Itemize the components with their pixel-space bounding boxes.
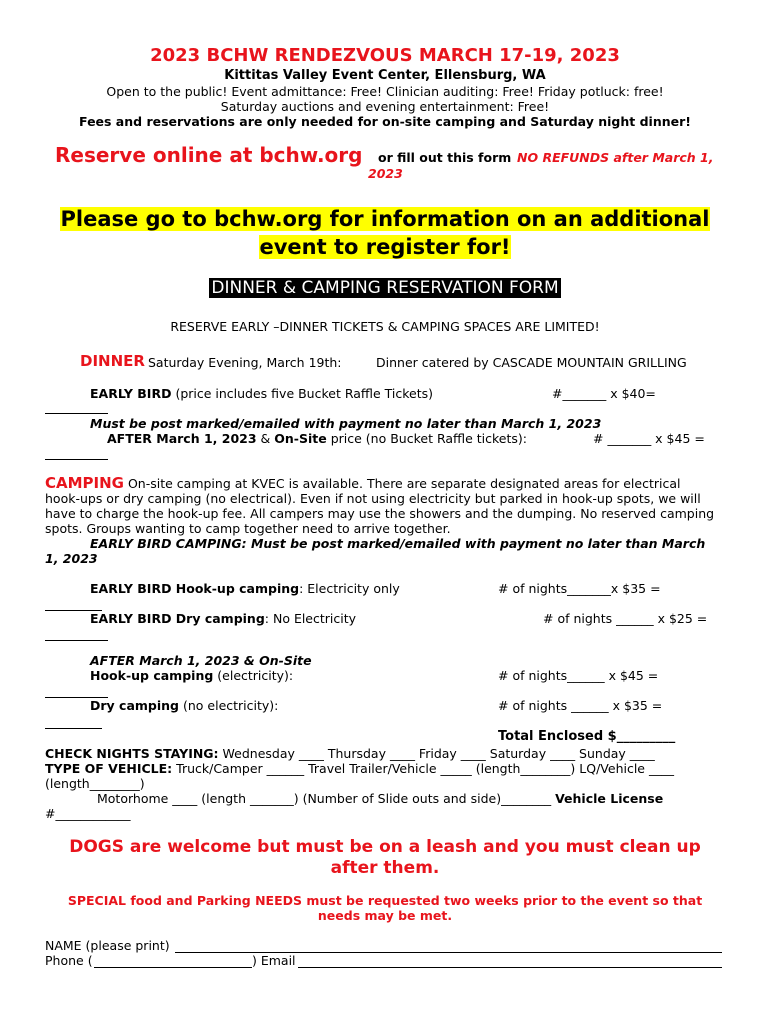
camping-after-hookup-desc: (electricity):	[217, 668, 294, 683]
camping-desc-3: have to charge the hook-up fee. All campers may use the showers and the dumping. No reserved camping	[45, 506, 715, 521]
camping-dry-row	[90, 611, 356, 626]
camping-hookup-label: EARLY BIRD Hook-up camping	[90, 581, 300, 596]
total-enclosed[interactable]: Total Enclosed $_________	[498, 729, 676, 744]
camping-label: CAMPING	[45, 474, 124, 492]
dinner-after-calc[interactable]: # _______ x $45 =	[593, 431, 705, 446]
dinner-after-desc: price (no Bucket Raffle tickets):	[330, 431, 528, 446]
email-label: ) Email	[252, 953, 296, 968]
reserve-online-link[interactable]: Reserve online at bchw.org	[55, 143, 363, 167]
no-refunds-year: 2023	[368, 166, 403, 181]
dinner-early-desc: (price includes five Bucket Raffle Tickets)	[175, 386, 434, 401]
vehicle-license-num[interactable]: #____________	[45, 806, 131, 821]
camping-hookup-desc: : Electricity only	[299, 581, 400, 596]
camping-after-hookup-label: Hook-up camping	[90, 668, 214, 683]
dinner-deadline: Must be post marked/emailed with payment no later than March 1, 2023	[90, 416, 602, 431]
camping-desc-1: On-site camping at KVEC is available. There are separate designated areas for electrical	[127, 476, 681, 491]
dinner-after-row	[107, 431, 527, 446]
camping-hookup-calc[interactable]: # of nights_______x $35 =	[498, 581, 661, 596]
banner-text-1: Please go to bchw.org for information on an additional	[60, 207, 710, 231]
reserve-early: RESERVE EARLY –DINNER TICKETS & CAMPING SPACES ARE LIMITED!	[170, 319, 600, 334]
camping-desc-4: spots. Groups wanting to camp together need to arrive together.	[45, 521, 451, 536]
vehicle-length[interactable]: (length________)	[45, 776, 145, 791]
dogs-line-2: after them.	[330, 858, 440, 878]
form-title: DINNER & CAMPING RESERVATION FORM	[211, 278, 559, 298]
open-line-1: Open to the public! Event admittance: Free! Clinician auditing: Free! Friday potluck: free!	[106, 84, 664, 99]
vehicle-label: TYPE OF VEHICLE:	[45, 761, 173, 776]
phone-label: Phone (	[45, 953, 93, 968]
special-line-1: SPECIAL food and Parking NEEDS must be requested two weeks prior to the event so that	[67, 893, 703, 908]
camping-after-dry-row	[90, 698, 278, 713]
dinner-label: DINNER	[80, 352, 145, 370]
banner-text-2: event to register for!	[259, 235, 511, 259]
dogs-line-1: DOGS are welcome but must be on a leash and you must clean up	[69, 837, 701, 857]
camping-after-hookup-calc[interactable]: # of nights______ x $45 =	[498, 668, 659, 683]
vehicle-motorhome-row	[97, 791, 663, 806]
fees-line: Fees and reservations are only needed for on-site camping and Saturday night dinner!	[79, 114, 691, 129]
dinner-when: Saturday Evening, March 19th:	[148, 355, 342, 370]
open-line-2: Saturday auctions and evening entertainment: Free!	[220, 99, 550, 114]
camping-early-deadline-2: 1, 2023	[45, 551, 98, 566]
dinner-after-onsite: On-Site	[274, 431, 327, 446]
name-label: NAME (please print)	[45, 938, 170, 953]
form-title-row	[0, 278, 770, 298]
banner-line-2	[0, 235, 770, 259]
email-field[interactable]	[298, 967, 722, 968]
camping-after-dry-label: Dry camping	[90, 698, 179, 713]
camping-dry-label: EARLY BIRD Dry camping	[90, 611, 265, 626]
check-nights-options[interactable]: Wednesday ____ Thursday ____ Friday ____ Saturday ____ Sunday ____	[222, 746, 655, 761]
form-text: or fill out this form	[378, 150, 512, 165]
camping-after-dry-calc[interactable]: # of nights ______ x $35 =	[498, 698, 663, 713]
page-title: 2023 BCHW RENDEZVOUS MARCH 17-19, 2023	[150, 45, 620, 66]
camping-dry-calc[interactable]: # of nights ______ x $25 =	[543, 611, 708, 626]
camping-dry-total-line[interactable]	[45, 640, 108, 641]
camping-intro	[45, 474, 680, 492]
camping-after-hookup-row	[90, 668, 293, 683]
camping-dry-desc: : No Electricity	[264, 611, 357, 626]
dinner-early-calc[interactable]: #_______ x $40=	[552, 386, 656, 401]
venue: Kittitas Valley Event Center, Ellensburg, WA	[224, 68, 546, 83]
vehicle-motorhome[interactable]: Motorhome ____ (length _______) (Number of Slide outs and side)________	[97, 791, 552, 806]
check-nights-row	[45, 746, 655, 761]
camping-early-deadline: EARLY BIRD CAMPING: Must be post marked/emailed with payment no later than March	[90, 536, 706, 551]
check-nights-label: CHECK NIGHTS STAYING:	[45, 746, 219, 761]
camping-after-dry-total-line[interactable]	[45, 728, 102, 729]
camping-desc-2: hook-ups or dry camping (no electrical). Even if not using electricity but parked in hook-up spots, we will	[45, 491, 701, 506]
dinner-early-label: EARLY BIRD	[90, 386, 172, 401]
vehicle-options[interactable]: Truck/Camper ______ Travel Trailer/Vehicle _____ (length________) LQ/Vehicle ____	[176, 761, 674, 776]
camping-after-dry-desc: (no electricity):	[182, 698, 279, 713]
dinner-after-amp: &	[260, 431, 271, 446]
special-line-2: needs may be met.	[317, 908, 453, 923]
camping-hookup-row	[90, 581, 400, 596]
dinner-after-label: AFTER March 1, 2023	[107, 431, 257, 446]
no-refunds: NO REFUNDS after March 1,	[517, 150, 714, 165]
vehicle-license-label: Vehicle License	[555, 791, 664, 806]
dinner-catered: Dinner catered by CASCADE MOUNTAIN GRILLING	[376, 355, 687, 370]
dinner-after-total-line[interactable]	[45, 459, 108, 460]
dinner-early-row	[90, 386, 433, 401]
dinner-early-total-line[interactable]	[45, 413, 108, 414]
vehicle-row	[45, 761, 674, 776]
camping-after-heading: AFTER March 1, 2023 & On-Site	[90, 653, 312, 668]
phone-field[interactable]	[94, 967, 252, 968]
banner-line-1	[0, 207, 770, 231]
